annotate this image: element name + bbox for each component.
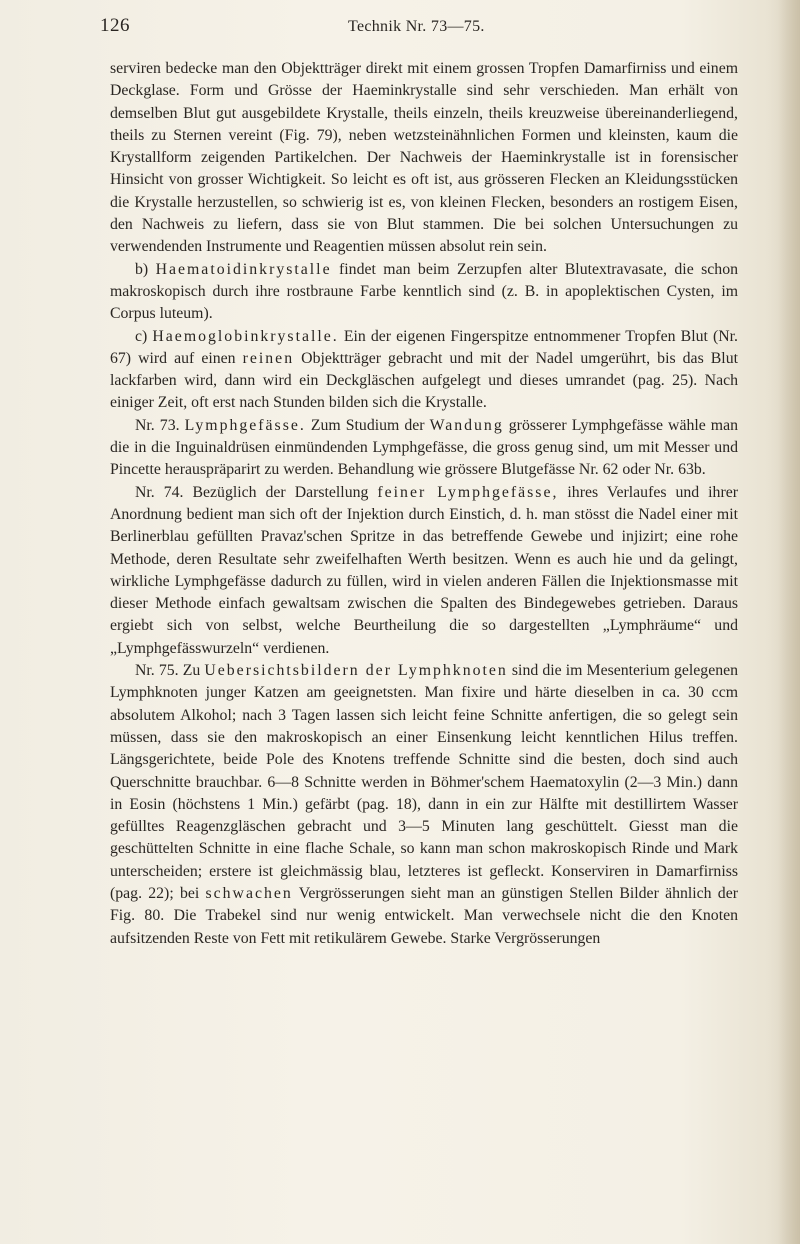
paragraph-lead: Nr. 73.	[135, 416, 185, 434]
paragraph-text: Vergrösserungen sieht man an günstigen Stellen Bilder ähnlich der Fig. 80. Die Trabekel sind nur wenig entwickelt. Man verwechsele nicht die den Knoten aufsitzenden Reste von Fett mit retikulärem Gewebe. Starke Vergrösserungen	[110, 884, 738, 947]
paragraph-lead: Nr. 74. Bezüglich der Darstellung	[135, 483, 378, 501]
spaced-term: Wandung	[429, 416, 504, 434]
paragraph-nr-75	[110, 660, 738, 950]
paragraph-haemin-continued	[110, 58, 738, 259]
spaced-term: Uebersichtsbildern der Lymphknoten	[204, 662, 508, 680]
paragraph-text: grösserer Lymphgefässe wähle man die in die Inguinaldrüsen einmündenden Lymphgefässe, die gross genug sind, um mit Messer und Pincette herauspräparirt zu werden. Behandlung wie grössere Blutgefässe Nr. 62 oder Nr. 63b.	[110, 416, 739, 479]
paragraph-haematoidin	[110, 259, 738, 326]
page-edge-shadow	[778, 0, 800, 1244]
paragraph-text: sind die im Mesenterium gelegenen Lymphknoten junger Katzen am geeignetsten. Man fixire und härte dieselben in ca. 30 ccm absolutem Alkohol; nach 3 Tagen lassen sich leicht feine Schnitte anfertigen, die so gelegt sein müssen, dass sie den makroskopisch an einer Einsenkung leicht kenntlichen Hilus treffen. Längsgerichtete, beide Pole des Knotens treffende Schnitte sind die besten, doch sind auch Querschnitte brauchbar. 6—8 Schnitte werden in Böhmer'schem Haematoxylin (2—3 Min.) dann in Eosin (höchstens 1 Min.) gefärbt (pag. 18), dann in ein zur Hälfte mit destillirtem Wasser gefülltes Reagenzgläschen gebracht und 3—5 Minuten lang geschüttelt. Giesst man die geschüttelten Schnitte in eine flache Schale, so kann man schon makroskopisch Rinde und Mark unterscheiden; erstere ist gleichmässig blau, letzteres ist gefleckt. Konserviren in Damarfirniss (pag. 22); bei	[110, 662, 739, 902]
spaced-term: schwachen	[205, 884, 293, 902]
paragraph-haemoglobin	[110, 326, 738, 415]
spaced-term: reinen	[242, 349, 295, 367]
paragraph-nr-74	[110, 482, 738, 660]
page-number: 126	[100, 15, 130, 36]
paragraph-text: ihres Verlaufes und ihrer Anordnung bedient man sich oft der Injektion durch Einstich, d. h. man stösst die Nadel einer mit Berlinerblau gefüllten Pravaz'schen Spritze in das betreffende Gewebe und injizirt; eine rohe Methode, deren Resultate sehr zweifelhaften Werth besitzen. Wenn es auch hie und da gelingt, wirkliche Lymphgefässe dadurch zu füllen, wird in vielen anderen Fällen die Injektionsmasse mit dieser Methode einfach gewaltsam zwischen die Spalten des Bindegewebes getrieben. Daraus ergiebt sich von selbst, welche Beurtheilung die so dargestellten „Lymphräume“ und „Lymphgefässwurzeln“ verdienen.	[110, 483, 738, 657]
paragraph-nr-73	[110, 415, 738, 482]
paragraph-lead: b)	[135, 260, 156, 278]
paragraph-text: findet man beim Zerzupfen alter Blutextravasate, die schon makroskopisch durch ihre rostbraune Farbe kenntlich sind (z. B. in apoplektischen Cysten, im Corpus luteum).	[110, 260, 738, 323]
running-head: Technik Nr. 73—75.	[348, 18, 485, 35]
spaced-term: Lymphgefässe.	[184, 416, 306, 434]
paragraph-lead: c)	[135, 327, 153, 345]
paragraph-lead: Nr. 75. Zu	[135, 662, 205, 680]
paragraph-text: Objektträger gebracht und mit der Nadel umgerührt, bis das Blut lackfarben wird, dann wird ein Deckgläschen aufgelegt und dieses umrandet (pag. 25). Nach einiger Zeit, oft erst nach Stunden bilden sich die Krystalle.	[110, 349, 738, 412]
spaced-term: Haematoidinkrystalle	[155, 260, 332, 278]
spaced-term: feiner Lymphgefässe,	[377, 483, 559, 501]
paragraph-text: Ein der eigenen Fingerspitze entnommener Tropfen Blut (Nr. 67) wird auf einen	[110, 327, 738, 367]
paragraph-text: serviren bedecke man den Objektträger direkt mit einem grossen Tropfen Damarfirniss und einem Deckglase. Form und Grösse der Haeminkrystalle sind sehr verschieden. Man erhält von demselben Blut gut ausgebildete Krystalle, theils einzeln, theils kreuzweise übereinanderliegend, theils zu Sternen vereint (Fig. 79), neben wetzsteinähnlichen Formen und kleinsten, kaum die Krystallform zeigenden Partikelchen. Der Nachweis der Haeminkrystalle ist in forensischer Hinsicht von grosser Wichtigkeit. So leicht es oft ist, aus grösseren Flecken an Kleidungsstücken die Krystalle herzustellen, so schwierig ist es, von kleinen Flecken, besonders an rostigem Eisen, den Nachweis zu liefern, dass sie von Blut stammen. Die bei solchen Untersuchungen zu verwendenden Instrumente und Reagentien müssen absolut rein sein.	[110, 60, 738, 256]
body-text	[110, 58, 738, 950]
paragraph-text: Zum Studium der	[305, 416, 430, 434]
spaced-term: Haemoglobinkrystalle.	[152, 327, 339, 345]
page-header	[100, 15, 740, 45]
